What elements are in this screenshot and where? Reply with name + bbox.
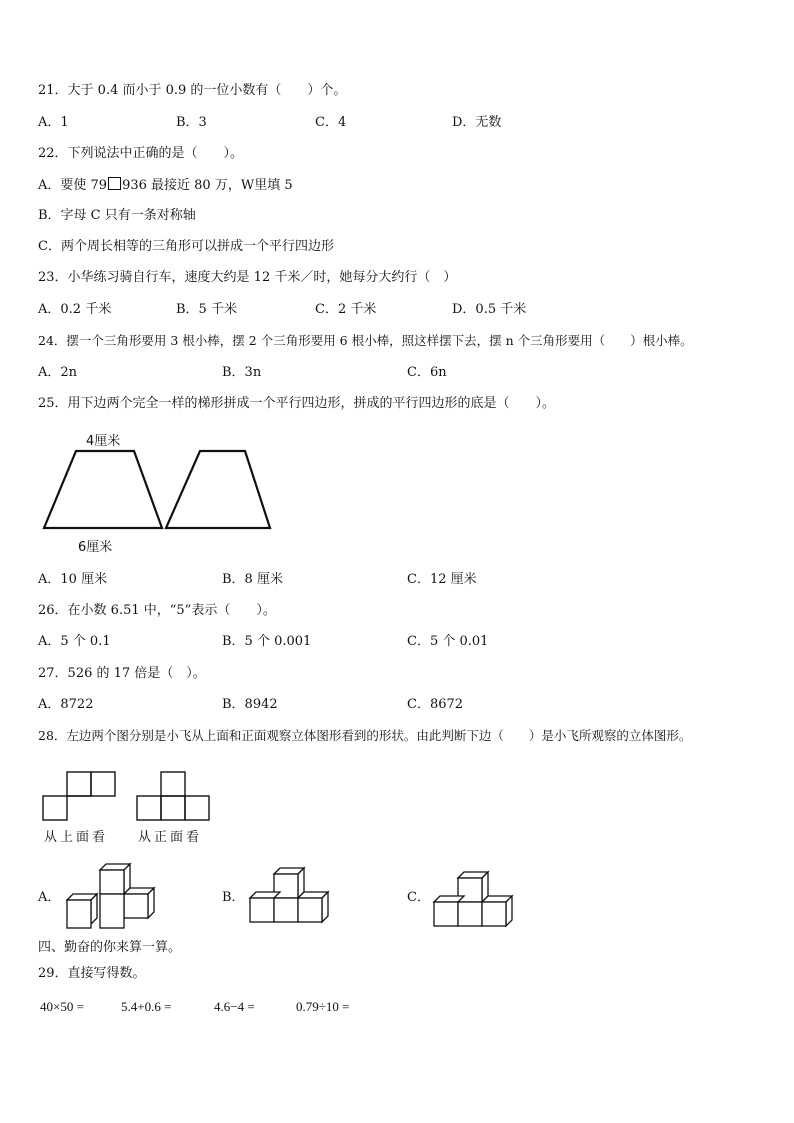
q27-option-b: B．8942 bbox=[222, 697, 278, 712]
q21-option-b: B．3 bbox=[176, 115, 207, 130]
q25-stem: 25．用下边两个完全一样的梯形拼成一个平行四边形，拼成的平行四边形的底是（ ）。 bbox=[38, 396, 556, 411]
blank-box-icon bbox=[108, 177, 121, 190]
top-view-figure bbox=[42, 771, 120, 823]
q28-option-a: A． bbox=[38, 890, 61, 905]
q24-option-b: B．3n bbox=[222, 365, 262, 380]
q27-option-c: C．8672 bbox=[407, 697, 464, 712]
section4-heading: 四、勤奋的你来算一算。 bbox=[38, 940, 182, 955]
q26-option-b: B．5 个 0.001 bbox=[222, 634, 312, 649]
front-view-label: 从正面看 bbox=[138, 830, 203, 845]
q28-stem: 28．左边两个图分别是小飞从上面和正面观察立体图形看到的形状。由此判断下边（ ）是小飞所观察的立体图形。 bbox=[38, 728, 692, 743]
q24-option-a: A．2n bbox=[38, 365, 78, 380]
trapezoid-top-label: 4厘米 bbox=[86, 434, 121, 449]
q21-stem: 21．大于 0.4 而小于 0.9 的一位小数有（ ）个。 bbox=[38, 83, 347, 98]
q23-stem: 23．小华练习骑自行车，速度大约是 12 千米／时，她每分大约行（ ） bbox=[38, 270, 457, 285]
q22-option-b: B．字母 C 只有一条对称轴 bbox=[38, 208, 196, 223]
q24-option-c: C．6n bbox=[407, 365, 447, 380]
trapezoids-figure bbox=[40, 446, 275, 534]
calc-4: 0.79÷10 = bbox=[296, 999, 350, 1014]
solid-c-figure bbox=[430, 868, 518, 930]
q25-option-b: B．8 厘米 bbox=[222, 572, 283, 587]
calc-2: 5.4+0.6 = bbox=[121, 999, 172, 1014]
q25-option-c: C．12 厘米 bbox=[407, 572, 477, 587]
solid-a-figure bbox=[62, 862, 158, 932]
q23-option-d: D．0.5 千米 bbox=[452, 302, 527, 317]
solid-b-figure bbox=[246, 864, 334, 926]
q22-stem: 22．下列说法中正确的是（ ）。 bbox=[38, 146, 244, 161]
q21-option-d: D．无数 bbox=[452, 115, 502, 130]
q23-option-b: B．5 千米 bbox=[176, 302, 237, 317]
q23-option-c: C．2 千米 bbox=[315, 302, 377, 317]
trapezoid-bottom-label: 6厘米 bbox=[78, 540, 113, 555]
q29-stem: 29．直接写得数。 bbox=[38, 966, 146, 981]
top-view-label: 从上面看 bbox=[44, 830, 109, 845]
q25-option-a: A．10 厘米 bbox=[38, 572, 108, 587]
q26-stem: 26．在小数 6.51 中，“5”表示（ ）。 bbox=[38, 603, 276, 618]
q27-stem: 27．526 的 17 倍是（ ）。 bbox=[38, 666, 206, 681]
calc-3: 4.6−4 = bbox=[214, 999, 255, 1014]
q26-option-a: A．5 个 0.1 bbox=[38, 634, 111, 649]
q22-option-c: C．两个周长相等的三角形可以拼成一个平行四边形 bbox=[38, 239, 334, 254]
q24-stem: 24．摆一个三角形要用 3 根小棒，摆 2 个三角形要用 6 根小棒，照这样摆下去，摆 n 个三角形要用（ ）根小棒。 bbox=[38, 333, 693, 348]
q22-option-a-pre: A．要使 79 bbox=[38, 178, 108, 193]
q28-option-b: B． bbox=[222, 890, 245, 905]
q27-option-a: A．8722 bbox=[38, 697, 94, 712]
q21-option-c: C．4 bbox=[315, 115, 347, 130]
q22-option-a-post: 936 最接近 80 万，W里填 5 bbox=[122, 178, 293, 193]
q26-option-c: C．5 个 0.01 bbox=[407, 634, 489, 649]
q23-option-a: A．0.2 千米 bbox=[38, 302, 112, 317]
q22-option-a bbox=[38, 177, 293, 194]
q28-option-c: C． bbox=[407, 890, 430, 905]
calc-1: 40×50 = bbox=[40, 999, 84, 1014]
q21-option-a: A．1 bbox=[38, 115, 69, 130]
front-view-figure bbox=[134, 771, 214, 823]
